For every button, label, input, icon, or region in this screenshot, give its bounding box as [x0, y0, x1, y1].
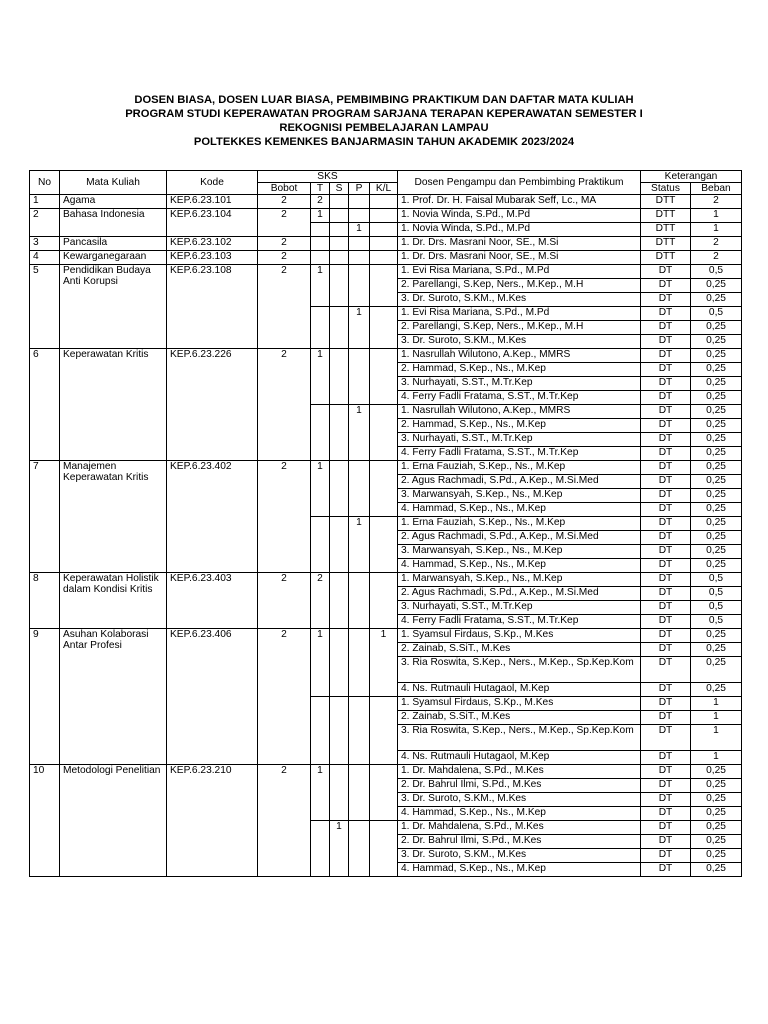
- cell-beban: 1: [691, 209, 742, 223]
- cell-status: DT: [641, 475, 691, 489]
- cell-sks-p: [349, 251, 370, 265]
- cell-status: DT: [641, 391, 691, 405]
- cell-status: DTT: [641, 223, 691, 237]
- cell-bobot: 2: [258, 195, 311, 209]
- cell-sks-p: [349, 209, 370, 223]
- cell-status: DTT: [641, 251, 691, 265]
- cell-beban: 0,25: [691, 683, 742, 697]
- cell-dosen: 3. Dr. Suroto, S.KM., M.Kes: [398, 849, 641, 863]
- cell-status: DT: [641, 321, 691, 335]
- cell-status: DT: [641, 793, 691, 807]
- cell-mata-kuliah: Metodologi Penelitian: [60, 765, 167, 877]
- cell-status: DT: [641, 821, 691, 835]
- cell-no: 5: [30, 265, 60, 349]
- cell-status: DT: [641, 615, 691, 629]
- cell-status: DT: [641, 849, 691, 863]
- cell-dosen: 3. Marwansyah, S.Kep., Ns., M.Kep: [398, 545, 641, 559]
- cell-kode: KEP.6.23.403: [167, 573, 258, 629]
- header-dosen: Dosen Pengampu dan Pembimbing Praktikum: [398, 171, 641, 195]
- cell-beban: 0,25: [691, 545, 742, 559]
- cell-status: DT: [641, 629, 691, 643]
- cell-beban: 0,25: [691, 517, 742, 531]
- cell-status: DT: [641, 765, 691, 779]
- cell-sks-p: [349, 765, 370, 821]
- cell-status: DT: [641, 657, 691, 683]
- title-line-1: DOSEN BIASA, DOSEN LUAR BIASA, PEMBIMBING PRAKTIKUM DAN DAFTAR MATA KULIAH: [134, 94, 634, 106]
- cell-status: DT: [641, 545, 691, 559]
- cell-sks-kl: [370, 265, 398, 307]
- table-row: [30, 461, 742, 475]
- title-line-3: REKOGNISI PEMBELAJARAN LAMPAU: [279, 122, 489, 134]
- cell-mata-kuliah: Keperawatan Holistik dalam Kondisi Kritis: [60, 573, 167, 629]
- cell-beban: 0,25: [691, 835, 742, 849]
- table-row: [30, 349, 742, 363]
- cell-dosen: 2. Hammad, S.Kep., Ns., M.Kep: [398, 419, 641, 433]
- cell-sks-t: [311, 517, 330, 573]
- cell-sks-s: [330, 461, 349, 517]
- cell-beban: 0,25: [691, 821, 742, 835]
- cell-sks-s: [330, 251, 349, 265]
- cell-no: 4: [30, 251, 60, 265]
- cell-dosen: 4. Ferry Fadli Fratama, S.ST., M.Tr.Kep: [398, 615, 641, 629]
- cell-dosen: 1. Erna Fauziah, S.Kep., Ns., M.Kep: [398, 517, 641, 531]
- cell-dosen: 3. Marwansyah, S.Kep., Ns., M.Kep: [398, 489, 641, 503]
- cell-sks-t: 1: [311, 209, 330, 223]
- cell-status: DT: [641, 573, 691, 587]
- cell-beban: 0,5: [691, 573, 742, 587]
- cell-sks-p: 1: [349, 405, 370, 461]
- table-row: [30, 237, 742, 251]
- cell-dosen: 1. Marwansyah, S.Kep., Ns., M.Kep: [398, 573, 641, 587]
- table-row: [30, 195, 742, 209]
- cell-dosen: 1. Evi Risa Mariana, S.Pd., M.Pd: [398, 307, 641, 321]
- cell-mata-kuliah: Kewarganegaraan: [60, 251, 167, 265]
- cell-status: DT: [641, 559, 691, 573]
- cell-status: DTT: [641, 209, 691, 223]
- table-body: [30, 195, 742, 877]
- cell-sks-t: [311, 821, 330, 877]
- cell-beban: 2: [691, 237, 742, 251]
- cell-dosen: 2. Dr. Bahrul Ilmi, S.Pd., M.Kes: [398, 835, 641, 849]
- cell-dosen: 3. Nurhayati, S.ST., M.Tr.Kep: [398, 601, 641, 615]
- cell-status: DTT: [641, 237, 691, 251]
- cell-sks-t: [311, 223, 330, 237]
- cell-sks-t: 1: [311, 349, 330, 405]
- cell-beban: 0,25: [691, 377, 742, 391]
- cell-dosen: 4. Ns. Rutmauli Hutagaol, M.Kep: [398, 683, 641, 697]
- cell-dosen: 1. Syamsul Firdaus, S.Kp., M.Kes: [398, 629, 641, 643]
- cell-beban: 0,25: [691, 279, 742, 293]
- cell-sks-p: [349, 821, 370, 877]
- cell-beban: 0,25: [691, 807, 742, 821]
- cell-dosen: 3. Dr. Suroto, S.KM., M.Kes: [398, 335, 641, 349]
- cell-bobot: 2: [258, 765, 311, 877]
- cell-kode: KEP.6.23.210: [167, 765, 258, 877]
- cell-dosen: 1. Evi Risa Mariana, S.Pd., M.Pd: [398, 265, 641, 279]
- cell-no: 6: [30, 349, 60, 461]
- cell-dosen: 1. Dr. Mahdalena, S.Pd., M.Kes: [398, 821, 641, 835]
- cell-mata-kuliah: Asuhan Kolaborasi Antar Profesi: [60, 629, 167, 765]
- cell-beban: 0,25: [691, 531, 742, 545]
- cell-dosen: 1. Dr. Mahdalena, S.Pd., M.Kes: [398, 765, 641, 779]
- cell-status: DT: [641, 517, 691, 531]
- cell-sks-t: 2: [311, 573, 330, 629]
- cell-beban: 0,25: [691, 447, 742, 461]
- cell-sks-p: [349, 237, 370, 251]
- header-status: Status: [641, 183, 691, 195]
- table-row: [30, 251, 742, 265]
- cell-dosen: 2. Agus Rachmadi, S.Pd., A.Kep., M.Si.Med: [398, 587, 641, 601]
- cell-dosen: 1. Syamsul Firdaus, S.Kp., M.Kes: [398, 697, 641, 711]
- cell-status: DT: [641, 835, 691, 849]
- cell-dosen: 4. Hammad, S.Kep., Ns., M.Kep: [398, 807, 641, 821]
- cell-sks-p: [349, 265, 370, 307]
- cell-dosen: 2. Parellangi, S.Kep, Ners., M.Kep., M.H: [398, 279, 641, 293]
- cell-beban: 0,25: [691, 391, 742, 405]
- cell-no: 8: [30, 573, 60, 629]
- cell-sks-s: [330, 307, 349, 349]
- cell-status: DT: [641, 293, 691, 307]
- cell-kode: KEP.6.23.104: [167, 209, 258, 237]
- cell-sks-p: 1: [349, 307, 370, 349]
- cell-mata-kuliah: Keperawatan Kritis: [60, 349, 167, 461]
- cell-status: DT: [641, 377, 691, 391]
- header-bobot: Bobot: [258, 183, 311, 195]
- cell-beban: 0,25: [691, 489, 742, 503]
- cell-dosen: 3. Dr. Suroto, S.KM., M.Kes: [398, 293, 641, 307]
- cell-sks-t: [311, 237, 330, 251]
- cell-dosen: 1. Novia Winda, S.Pd., M.Pd: [398, 223, 641, 237]
- cell-status: DT: [641, 447, 691, 461]
- cell-sks-kl: [370, 461, 398, 517]
- cell-status: DT: [641, 265, 691, 279]
- cell-sks-p: [349, 573, 370, 629]
- cell-sks-t: [311, 405, 330, 461]
- cell-no: 3: [30, 237, 60, 251]
- course-table: [29, 170, 742, 877]
- cell-sks-t: 1: [311, 765, 330, 821]
- cell-dosen: 1. Nasrullah Wilutono, A.Kep., MMRS: [398, 349, 641, 363]
- cell-beban: 0,25: [691, 349, 742, 363]
- cell-sks-p: [349, 195, 370, 209]
- cell-status: DT: [641, 363, 691, 377]
- cell-sks-s: [330, 195, 349, 209]
- cell-mata-kuliah: Pancasila: [60, 237, 167, 251]
- cell-bobot: 2: [258, 251, 311, 265]
- cell-status: DTT: [641, 195, 691, 209]
- cell-sks-kl: [370, 765, 398, 821]
- cell-dosen: 3. Ria Roswita, S.Kep., Ners., M.Kep., Sp.Kep.Kom: [398, 657, 641, 683]
- cell-beban: 0,25: [691, 321, 742, 335]
- cell-status: DT: [641, 683, 691, 697]
- header-keterangan: Keterangan: [641, 171, 742, 183]
- cell-beban: 2: [691, 251, 742, 265]
- cell-no: 1: [30, 195, 60, 209]
- cell-sks-s: 1: [330, 821, 349, 877]
- cell-beban: 0,25: [691, 405, 742, 419]
- cell-kode: KEP.6.23.102: [167, 237, 258, 251]
- cell-bobot: 2: [258, 349, 311, 461]
- cell-bobot: 2: [258, 209, 311, 237]
- cell-status: DT: [641, 419, 691, 433]
- header-no: No: [30, 171, 60, 195]
- cell-sks-kl: [370, 697, 398, 765]
- cell-status: DT: [641, 711, 691, 725]
- cell-status: DT: [641, 531, 691, 545]
- cell-mata-kuliah: Agama: [60, 195, 167, 209]
- cell-bobot: 2: [258, 237, 311, 251]
- cell-sks-s: [330, 209, 349, 223]
- cell-beban: 1: [691, 223, 742, 237]
- cell-no: 10: [30, 765, 60, 877]
- cell-sks-s: [330, 223, 349, 237]
- cell-mata-kuliah: Pendidikan Budaya Anti Korupsi: [60, 265, 167, 349]
- cell-sks-s: [330, 237, 349, 251]
- cell-dosen: 3. Nurhayati, S.ST., M.Tr.Kep: [398, 433, 641, 447]
- cell-beban: 0,25: [691, 461, 742, 475]
- cell-beban: 0,5: [691, 615, 742, 629]
- cell-sks-s: [330, 349, 349, 405]
- cell-beban: 0,25: [691, 765, 742, 779]
- cell-beban: 0,25: [691, 335, 742, 349]
- cell-sks-p: [349, 349, 370, 405]
- cell-sks-kl: [370, 573, 398, 629]
- cell-dosen: 4. Hammad, S.Kep., Ns., M.Kep: [398, 863, 641, 877]
- cell-status: DT: [641, 751, 691, 765]
- cell-no: 7: [30, 461, 60, 573]
- cell-sks-s: [330, 405, 349, 461]
- cell-dosen: 1. Erna Fauziah, S.Kep., Ns., M.Kep: [398, 461, 641, 475]
- cell-sks-kl: [370, 405, 398, 461]
- cell-sks-kl: [370, 195, 398, 209]
- cell-dosen: 2. Dr. Bahrul Ilmi, S.Pd., M.Kes: [398, 779, 641, 793]
- cell-sks-s: [330, 629, 349, 697]
- cell-beban: 0,25: [691, 793, 742, 807]
- table-row: [30, 209, 742, 223]
- cell-mata-kuliah: Manajemen Keperawatan Kritis: [60, 461, 167, 573]
- cell-dosen: 1. Dr. Drs. Masrani Noor, SE., M.Si: [398, 237, 641, 251]
- cell-sks-p: [349, 629, 370, 697]
- cell-sks-p: [349, 697, 370, 765]
- cell-status: DT: [641, 643, 691, 657]
- cell-status: DT: [641, 349, 691, 363]
- cell-beban: 0,25: [691, 643, 742, 657]
- cell-dosen: 4. Ns. Rutmauli Hutagaol, M.Kep: [398, 751, 641, 765]
- cell-beban: 0,25: [691, 629, 742, 643]
- cell-sks-p: 1: [349, 223, 370, 237]
- title-line-4: POLTEKKES KEMENKES BANJARMASIN TAHUN AKADEMIK 2023/2024: [193, 136, 575, 148]
- cell-dosen: 2. Hammad, S.Kep., Ns., M.Kep: [398, 363, 641, 377]
- cell-sks-t: [311, 307, 330, 349]
- cell-beban: 0,5: [691, 587, 742, 601]
- cell-status: DT: [641, 405, 691, 419]
- cell-sks-kl: [370, 349, 398, 405]
- cell-status: DT: [641, 335, 691, 349]
- cell-status: DT: [641, 489, 691, 503]
- cell-dosen: 2. Zainab, S.SiT., M.Kes: [398, 643, 641, 657]
- cell-beban: 0,25: [691, 849, 742, 863]
- header-s: S: [330, 183, 349, 195]
- cell-kode: KEP.6.23.226: [167, 349, 258, 461]
- cell-bobot: 2: [258, 265, 311, 349]
- cell-sks-s: [330, 573, 349, 629]
- table-header: [30, 171, 742, 195]
- header-kode: Kode: [167, 171, 258, 195]
- cell-sks-t: 1: [311, 629, 330, 697]
- cell-sks-kl: [370, 517, 398, 573]
- cell-beban: 0,25: [691, 559, 742, 573]
- cell-dosen: 3. Dr. Suroto, S.KM., M.Kes: [398, 793, 641, 807]
- cell-dosen: 1. Dr. Drs. Masrani Noor, SE., M.Si: [398, 251, 641, 265]
- cell-status: DT: [641, 433, 691, 447]
- cell-sks-s: [330, 265, 349, 307]
- cell-dosen: 2. Agus Rachmadi, S.Pd., A.Kep., M.Si.Med: [398, 531, 641, 545]
- cell-sks-p: [349, 461, 370, 517]
- header-mata-kuliah: Mata Kuliah: [60, 171, 167, 195]
- header-p: P: [349, 183, 370, 195]
- cell-kode: KEP.6.23.101: [167, 195, 258, 209]
- table-row: [30, 765, 742, 779]
- cell-beban: 0,25: [691, 863, 742, 877]
- cell-sks-kl: 1: [370, 629, 398, 697]
- cell-sks-p: 1: [349, 517, 370, 573]
- cell-dosen: 1. Nasrullah Wilutono, A.Kep., MMRS: [398, 405, 641, 419]
- cell-beban: 0,25: [691, 503, 742, 517]
- cell-sks-s: [330, 765, 349, 821]
- cell-dosen: 4. Ferry Fadli Fratama, S.ST., M.Tr.Kep: [398, 391, 641, 405]
- cell-sks-t: [311, 697, 330, 765]
- cell-bobot: 2: [258, 629, 311, 765]
- cell-sks-s: [330, 697, 349, 765]
- cell-status: DT: [641, 461, 691, 475]
- cell-bobot: 2: [258, 573, 311, 629]
- table-row: [30, 573, 742, 587]
- cell-beban: 0,25: [691, 363, 742, 377]
- cell-status: DT: [641, 779, 691, 793]
- cell-beban: 0,5: [691, 265, 742, 279]
- cell-beban: 0,25: [691, 433, 742, 447]
- cell-sks-kl: [370, 223, 398, 237]
- cell-status: DT: [641, 307, 691, 321]
- cell-status: DT: [641, 279, 691, 293]
- header-kl: K/L: [370, 183, 398, 195]
- header-sks: SKS: [258, 171, 398, 183]
- cell-sks-t: [311, 251, 330, 265]
- cell-sks-kl: [370, 307, 398, 349]
- cell-dosen: 1. Novia Winda, S.Pd., M.Pd: [398, 209, 641, 223]
- cell-dosen: 2. Parellangi, S.Kep, Ners., M.Kep., M.H: [398, 321, 641, 335]
- cell-sks-t: 2: [311, 195, 330, 209]
- document-title: [0, 93, 768, 149]
- cell-sks-kl: [370, 251, 398, 265]
- cell-bobot: 2: [258, 461, 311, 573]
- cell-no: 2: [30, 209, 60, 237]
- cell-kode: KEP.6.23.108: [167, 265, 258, 349]
- cell-sks-kl: [370, 821, 398, 877]
- cell-dosen: 4. Ferry Fadli Fratama, S.ST., M.Tr.Kep: [398, 447, 641, 461]
- cell-dosen: 2. Agus Rachmadi, S.Pd., A.Kep., M.Si.Med: [398, 475, 641, 489]
- cell-beban: 1: [691, 725, 742, 751]
- cell-dosen: 2. Zainab, S.SiT., M.Kes: [398, 711, 641, 725]
- cell-dosen: 1. Prof. Dr. H. Faisal Mubarak Seff, Lc., MA: [398, 195, 641, 209]
- cell-dosen: 4. Hammad, S.Kep., Ns., M.Kep: [398, 559, 641, 573]
- cell-status: DT: [641, 601, 691, 615]
- cell-sks-kl: [370, 209, 398, 223]
- cell-beban: 1: [691, 751, 742, 765]
- cell-status: DT: [641, 807, 691, 821]
- cell-dosen: 4. Hammad, S.Kep., Ns., M.Kep: [398, 503, 641, 517]
- header-beban: Beban: [691, 183, 742, 195]
- header-t: T: [311, 183, 330, 195]
- cell-beban: 0,25: [691, 475, 742, 489]
- cell-beban: 0,25: [691, 779, 742, 793]
- cell-no: 9: [30, 629, 60, 765]
- cell-beban: 0,25: [691, 293, 742, 307]
- cell-status: DT: [641, 725, 691, 751]
- cell-beban: 1: [691, 711, 742, 725]
- cell-dosen: 3. Ria Roswita, S.Kep., Ners., M.Kep., Sp.Kep.Kom: [398, 725, 641, 751]
- cell-sks-t: 1: [311, 265, 330, 307]
- cell-status: DT: [641, 697, 691, 711]
- cell-beban: 0,5: [691, 307, 742, 321]
- cell-sks-kl: [370, 237, 398, 251]
- cell-beban: 2: [691, 195, 742, 209]
- cell-sks-t: 1: [311, 461, 330, 517]
- cell-beban: 0,25: [691, 657, 742, 683]
- cell-status: DT: [641, 503, 691, 517]
- cell-sks-s: [330, 517, 349, 573]
- cell-mata-kuliah: Bahasa Indonesia: [60, 209, 167, 237]
- table-row: [30, 265, 742, 279]
- table-row: [30, 629, 742, 643]
- cell-beban: 0,5: [691, 601, 742, 615]
- cell-dosen: 3. Nurhayati, S.ST., M.Tr.Kep: [398, 377, 641, 391]
- cell-kode: KEP.6.23.402: [167, 461, 258, 573]
- cell-status: DT: [641, 587, 691, 601]
- cell-kode: KEP.6.23.406: [167, 629, 258, 765]
- cell-beban: 0,25: [691, 419, 742, 433]
- cell-beban: 1: [691, 697, 742, 711]
- cell-status: DT: [641, 863, 691, 877]
- title-line-2: PROGRAM STUDI KEPERAWATAN PROGRAM SARJANA TERAPAN KEPERAWATAN SEMESTER I: [125, 108, 643, 120]
- cell-kode: KEP.6.23.103: [167, 251, 258, 265]
